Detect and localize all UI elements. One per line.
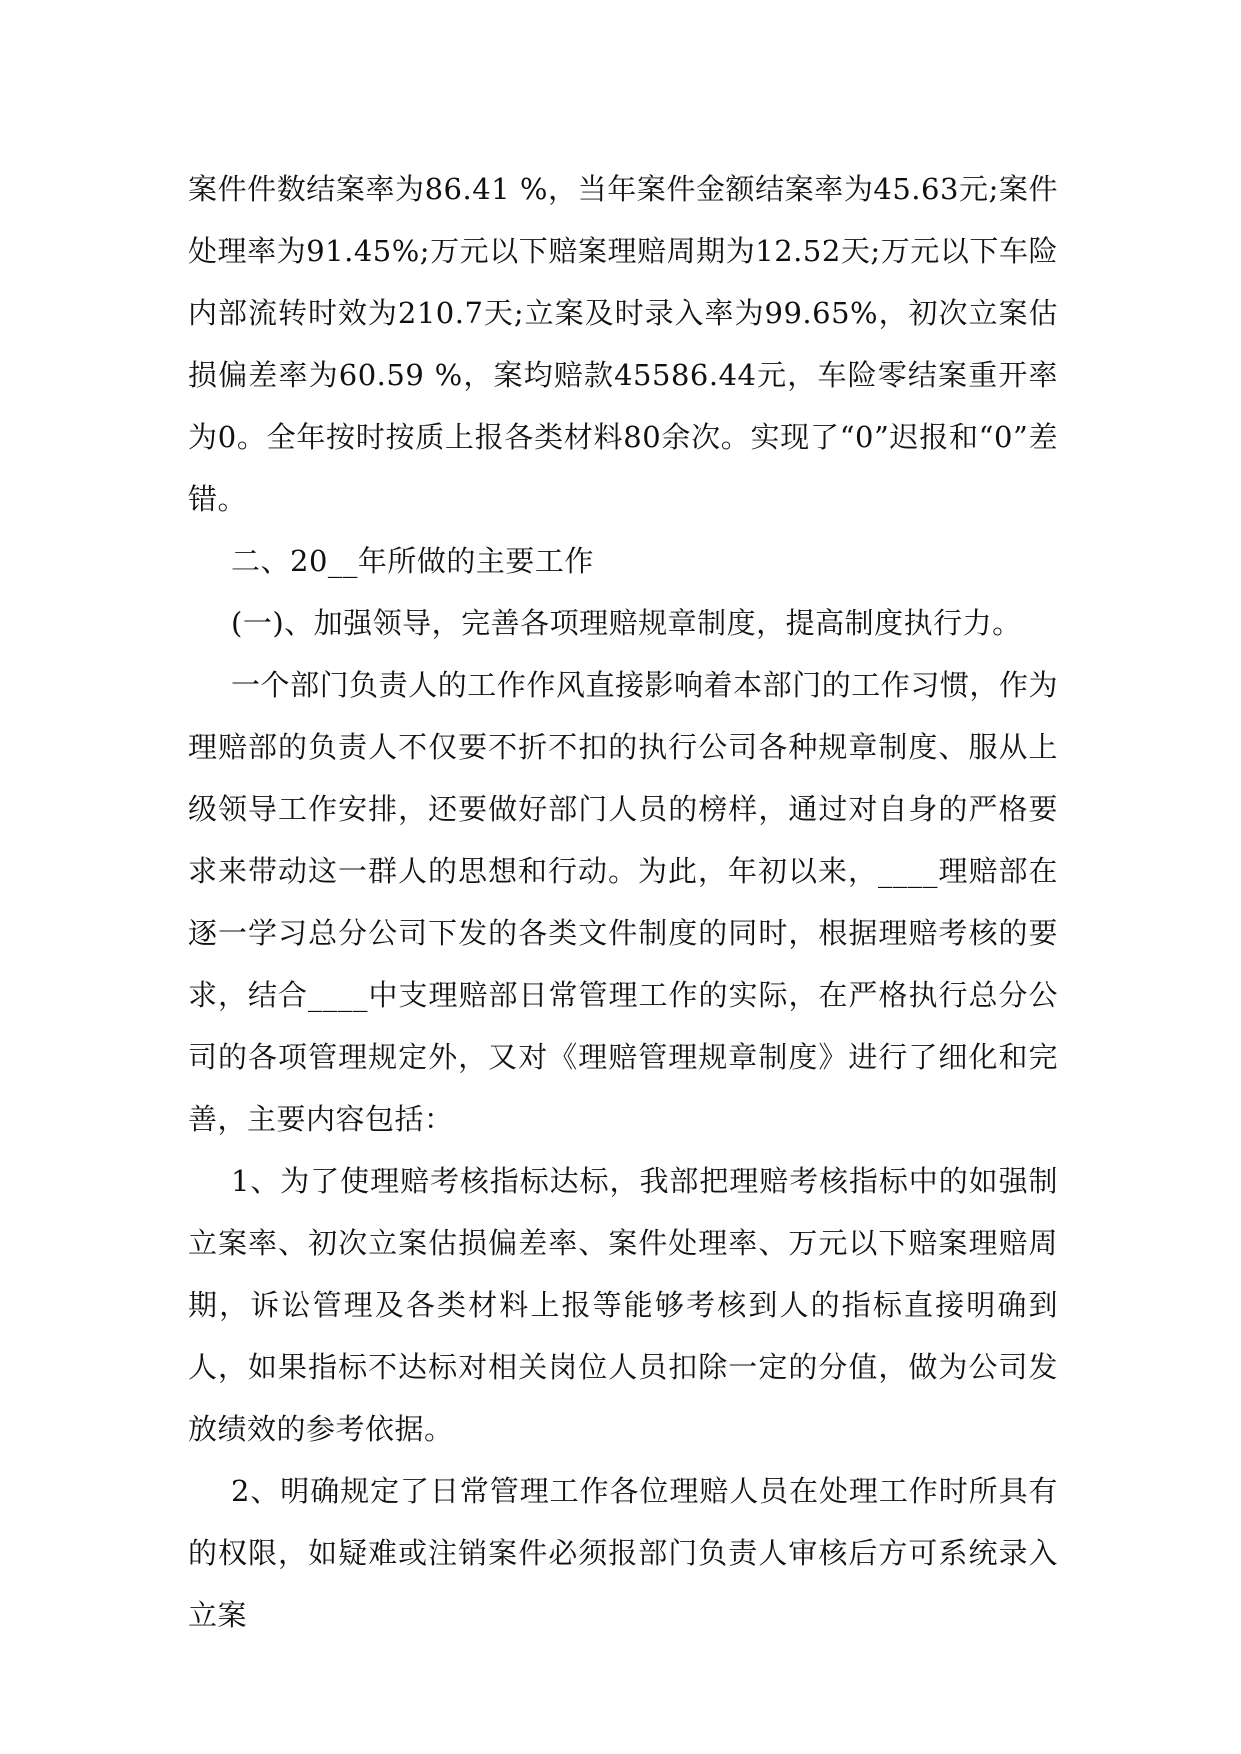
- paragraph-item-1: 1、为了使理赔考核指标达标，我部把理赔考核指标中的如强制立案率、初次立案估损偏差率、案件处理率、万元以下赔案理赔周期，诉讼管理及各类材料上报等能够考核到人的指标直接明确到人，如果指标不达标对相关岗位人员扣除一定的分值，做为公司发放绩效的参考依据。: [188, 1164, 1058, 1446]
- paragraph-statistics: 案件件数结案率为86.41 %，当年案件金额结案率为45.63元;案件处理率为91.45%;万元以下赔案理赔周期为12.52天;万元以下车险内部流转时效为210.7天;立案及时录入率为99.65%，初次立案估损偏差率为60.59 %，案均赔款45586.44元，车险零结案重开率为0。全年按时按质上报各类材料80余次。实现了“0”迟报和“0”差错。: [188, 172, 1058, 516]
- paragraph-item-2: 2、明确规定了日常管理工作各位理赔人员在处理工作时所具有的权限，如疑难或注销案件必须报部门负责人审核后方可系统录入立案: [188, 1474, 1058, 1632]
- document-body: [188, 158, 1058, 1646]
- section-heading-main-work: 二、20__年所做的主要工作: [231, 544, 594, 578]
- subsection-heading-leadership: (一)、加强领导，完善各项理赔规章制度，提高制度执行力。: [231, 606, 1022, 640]
- paragraph-department-leader: 一个部门负责人的工作作风直接影响着本部门的工作习惯，作为理赔部的负责人不仅要不折不扣的执行公司各种规章制度、服从上级领导工作安排，还要做好部门人员的榜样，通过对自身的严格要求来带动这一群人的思想和行动。为此，年初以来，____理赔部在逐一学习总分公司下发的各类文件制度的同时，根据理赔考核的要求，结合____中支理赔部日常管理工作的实际，在严格执行总分公司的各项管理规定外，又对《理赔管理规章制度》进行了细化和完善，主要内容包括：: [188, 668, 1058, 1136]
